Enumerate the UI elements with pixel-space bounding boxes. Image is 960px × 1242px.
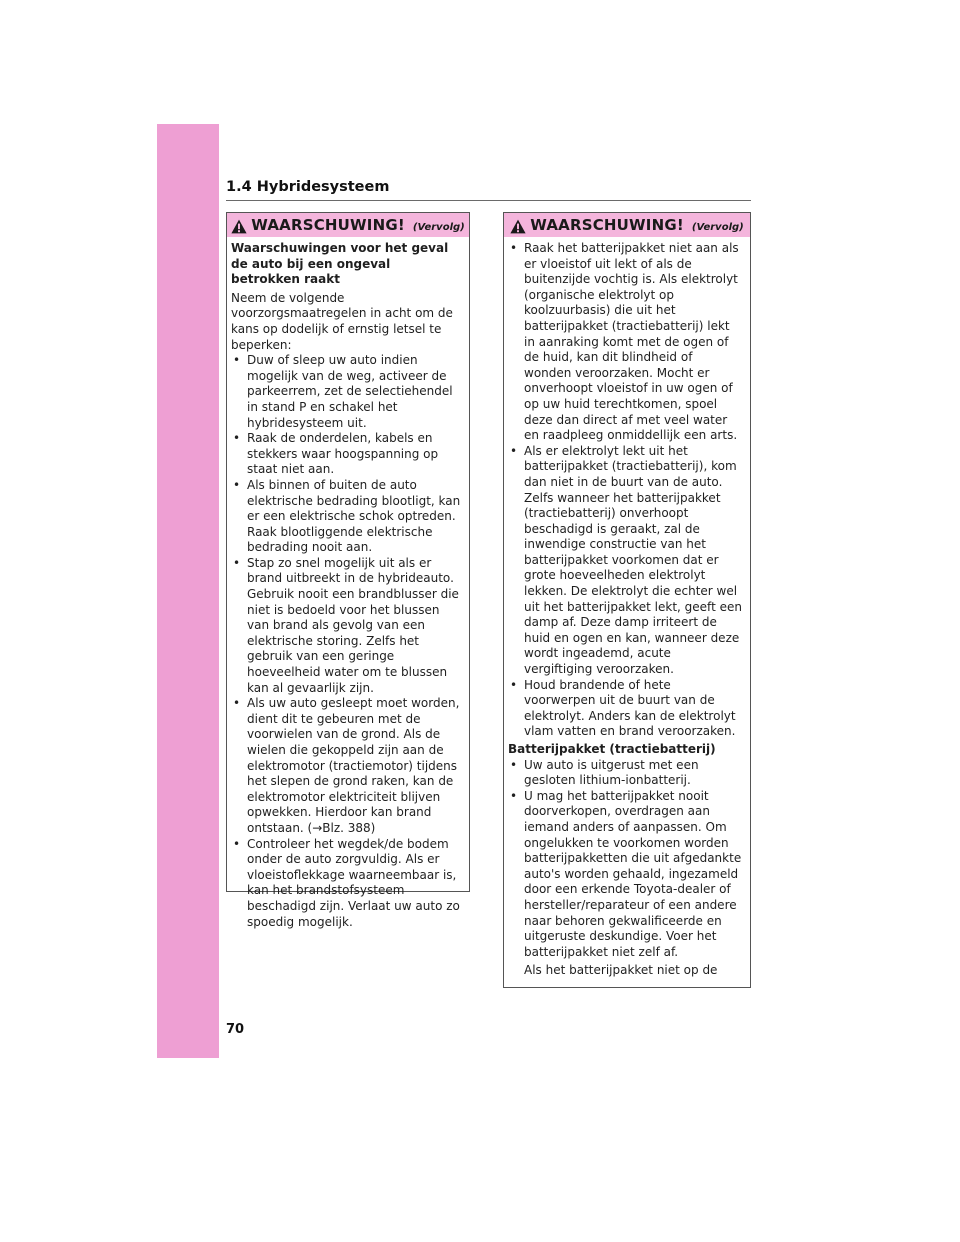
warning-box-left xyxy=(226,212,470,929)
list-item: • Controleer het wegdek/de bodem onder de auto zorgvuldig. Als er vloeistoflekkage waarneembaar is, kan het brandstofsysteem beschadigd zijn. Verlaat uw auto zo spoedig mogelijk. xyxy=(231,837,462,931)
list-item: • Stap zo snel mogelijk uit als er brand uitbreekt in de hybrideauto. Gebruik nooit een brandblusser die niet is bedoeld voor het blussen van brand als gevolg van een elektrische storing. Zelfs het gebruik van een geringe hoeveelheid water om te blussen kan al gevaarlijk zijn. xyxy=(231,556,462,696)
list-item: • U mag het batterijpakket nooit doorverkopen, overdragen aan iemand anders of aanpassen. Om ongelukken te voorkomen worden batterijpakketten die uit afgedankte auto's worden gehaald, ingezameld door een erkende Toyota-dealer of hersteller/reparateur of een andere naar behoren gekwalificeerde en uitgeruste deskundige. Voer het batterijpakket niet zelf af. xyxy=(508,789,743,961)
warning-bullet-list xyxy=(508,758,743,961)
warning-continued-label: (Vervolg) xyxy=(412,221,465,233)
list-item: • Raak het batterijpakket niet aan als er vloeistof uit lekt of als de buitenzijde vochtig is. Als elektrolyt (organische elektrolyt op koolzuurbasis) die uit het batterijpakket (tractiebatterij) lekt in aanraking komt met de ogen of de huid, kan dit blindheid of wonden veroorzaken. Mocht er onverhoopt vloeistof in uw ogen of op uw huid terechtkomen, spoel deze dan direct af met veel water en raadpleeg onmiddellijk een arts. xyxy=(508,241,743,444)
list-item: • Raak de onderdelen, kabels en stekkers waar hoogspanning op staat niet aan. xyxy=(231,431,462,478)
warning-box-right xyxy=(503,212,751,988)
warning-bullet-list xyxy=(231,353,462,930)
list-item: • Als er elektrolyt lekt uit het batterijpakket (tractiebatterij), kom dan niet in de buurt van de auto. Zelfs wanneer het batterijpakket (tractiebatterij) onverhoopt beschadigd is geraakt, zal de inwendige constructie van het batterijpakket voorkomen dat er grote hoeveelheden elektrolyt lekken. De elektrolyt die echter wel uit het batterijpakket lekt, geeft een damp af. Deze damp irriteert de huid en ogen en kan, wanneer deze wordt ingeademd, acute vergiftiging veroorzaken. xyxy=(508,444,743,678)
page-number: 70 xyxy=(226,1022,245,1037)
warning-triangle-icon xyxy=(231,219,247,234)
warning-sub-heading: Waarschuwingen voor het geval de auto bij een ongeval betrokken raakt xyxy=(231,241,449,287)
heading-divider xyxy=(226,200,751,201)
warning-bullet-list xyxy=(508,241,743,740)
side-color-strip xyxy=(157,124,219,1058)
section-heading: 1.4 Hybridesysteem xyxy=(226,179,390,195)
warning-triangle-icon xyxy=(510,219,526,234)
list-item: • Uw auto is uitgerust met een gesloten lithium-ionbatterij. xyxy=(508,758,743,789)
warning-header xyxy=(504,213,750,237)
list-item: • Als uw auto gesleept moet worden, dient dit te gebeuren met de voorwielen van de grond. Als de wielen die gekoppeld zijn aan de elektromotor (tractiemotor) tijdens het slepen de grond raken, kan de elektromotor elektriciteit blijven opwekken. Hierdoor kan brand ontstaan. (→Blz. 388) xyxy=(231,696,462,836)
warning-intro: Neem de volgende voorzorgsmaatregelen in acht om de kans op dodelijk of ernstig letsel te beperken: xyxy=(231,290,453,352)
list-item: • Als binnen of buiten de auto elektrische bedrading blootligt, kan er een elektrische schok optreden. Raak blootliggende elektrische bedrading nooit aan. xyxy=(231,478,462,556)
warning-sub-heading: Batterijpakket (tractiebatterij) xyxy=(508,742,716,756)
warning-title: WAARSCHUWING! xyxy=(251,216,405,234)
warning-trailing-text: Als het batterijpakket niet op de xyxy=(524,963,718,978)
warning-body xyxy=(504,237,750,979)
list-item: • Duw of sleep uw auto indien mogelijk van de weg, activeer de parkeerrem, zet de selectiehendel in stand P en schakel het hybridesysteem uit. xyxy=(231,353,462,431)
warning-title: WAARSCHUWING! xyxy=(530,216,684,234)
warning-header xyxy=(227,213,469,237)
warning-body xyxy=(227,237,469,930)
warning-continued-label: (Vervolg) xyxy=(691,221,744,233)
list-item: • Houd brandende of hete voorwerpen uit de buurt van de elektrolyt. Anders kan de elektrolyt vlam vatten en brand veroorzaken. xyxy=(508,678,743,740)
